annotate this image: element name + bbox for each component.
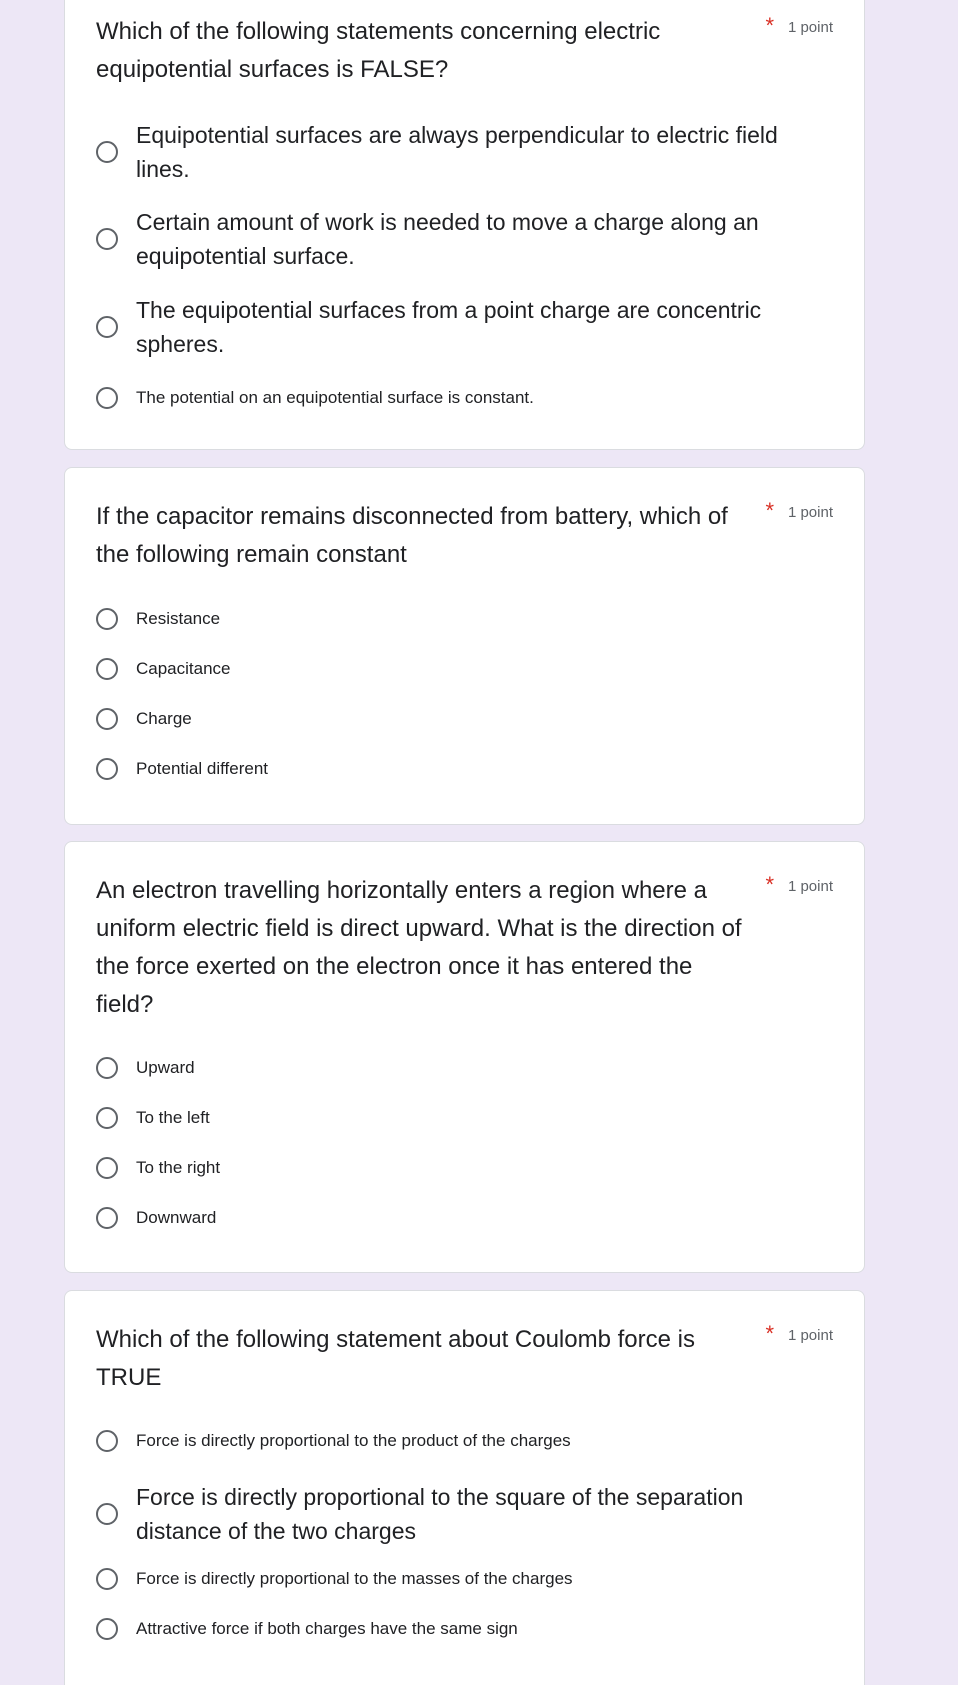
required-asterisk: * [765, 13, 774, 38]
radio-button[interactable] [96, 387, 118, 409]
option-label: Potential different [136, 759, 268, 778]
radio-button[interactable] [96, 1057, 118, 1079]
option-label: Resistance [136, 609, 221, 628]
option-label: Equipotential surfaces are always perpendicular to electric field lines. [136, 122, 778, 182]
option-label: Force is directly proportional to the product of the charges [136, 1431, 571, 1450]
radio-button[interactable] [96, 1503, 118, 1525]
option-label: To the right [136, 1158, 221, 1177]
question-card-2 [64, 467, 865, 825]
question-title: If the capacitor remains disconnected from battery, which of the following remain constant [96, 503, 728, 568]
radio-button[interactable] [96, 141, 118, 163]
radio-button[interactable] [96, 316, 118, 338]
option-label: Charge [136, 709, 192, 728]
option-1[interactable] [96, 608, 220, 630]
required-asterisk: * [765, 498, 774, 523]
radio-button[interactable] [96, 608, 118, 630]
points-label: 1 point [787, 878, 833, 895]
required-asterisk: * [765, 1321, 774, 1346]
points-label: 1 point [787, 19, 833, 36]
option-label: Force is directly proportional to the square of the separation distance of the two charges [136, 1484, 744, 1544]
radio-button[interactable] [96, 1430, 118, 1452]
radio-button[interactable] [96, 708, 118, 730]
option-2[interactable] [96, 1107, 210, 1129]
radio-button[interactable] [96, 1107, 118, 1129]
radio-button[interactable] [96, 1207, 118, 1229]
question-header [65, 872, 864, 1024]
radio-button[interactable] [96, 1568, 118, 1590]
question-card-1 [64, 0, 865, 450]
option-3[interactable] [96, 1568, 573, 1590]
option-2[interactable] [96, 1480, 816, 1548]
option-label: Certain amount of work is needed to move a charge along an equipotential surface. [136, 209, 759, 269]
question-title: Which of the following statements concerning electric equipotential surfaces is FALSE? [96, 18, 661, 83]
question-title: Which of the following statement about Coulomb force is TRUE [96, 1326, 695, 1391]
option-label: Force is directly proportional to the masses of the charges [136, 1569, 573, 1588]
question-title: An electron travelling horizontally enters a region where a uniform electric field is direct upward. What is the direction of the force exerted on the electron once it has entered the field? [96, 877, 742, 1018]
radio-button[interactable] [96, 228, 118, 250]
option-label: The equipotential surfaces from a point charge are concentric spheres. [136, 297, 762, 357]
option-1[interactable] [96, 1057, 195, 1079]
option-1[interactable] [96, 118, 816, 186]
option-1[interactable] [96, 1430, 571, 1452]
option-label: To the left [136, 1108, 210, 1127]
required-asterisk: * [765, 872, 774, 897]
option-2[interactable] [96, 658, 231, 680]
radio-button[interactable] [96, 1157, 118, 1179]
option-4[interactable] [96, 758, 268, 780]
option-4[interactable] [96, 1207, 216, 1229]
question-header [65, 1321, 864, 1397]
option-3[interactable] [96, 708, 192, 730]
points-label: 1 point [787, 504, 833, 521]
option-label: Downward [136, 1208, 217, 1227]
radio-button[interactable] [96, 1618, 118, 1640]
question-header [65, 13, 864, 89]
points-label: 1 point [787, 1327, 833, 1344]
question-card-3 [64, 841, 865, 1273]
option-label: Upward [136, 1058, 195, 1077]
radio-button[interactable] [96, 658, 118, 680]
option-4[interactable] [96, 387, 534, 409]
option-4[interactable] [96, 1618, 518, 1640]
option-3[interactable] [96, 293, 816, 361]
option-label: The potential on an equipotential surface is constant. [136, 388, 534, 407]
option-label: Attractive force if both charges have the same sign [136, 1619, 518, 1638]
question-card-4 [64, 1290, 865, 1685]
question-header [65, 498, 864, 574]
radio-button[interactable] [96, 758, 118, 780]
option-label: Capacitance [136, 659, 231, 678]
option-3[interactable] [96, 1157, 220, 1179]
option-2[interactable] [96, 205, 816, 273]
